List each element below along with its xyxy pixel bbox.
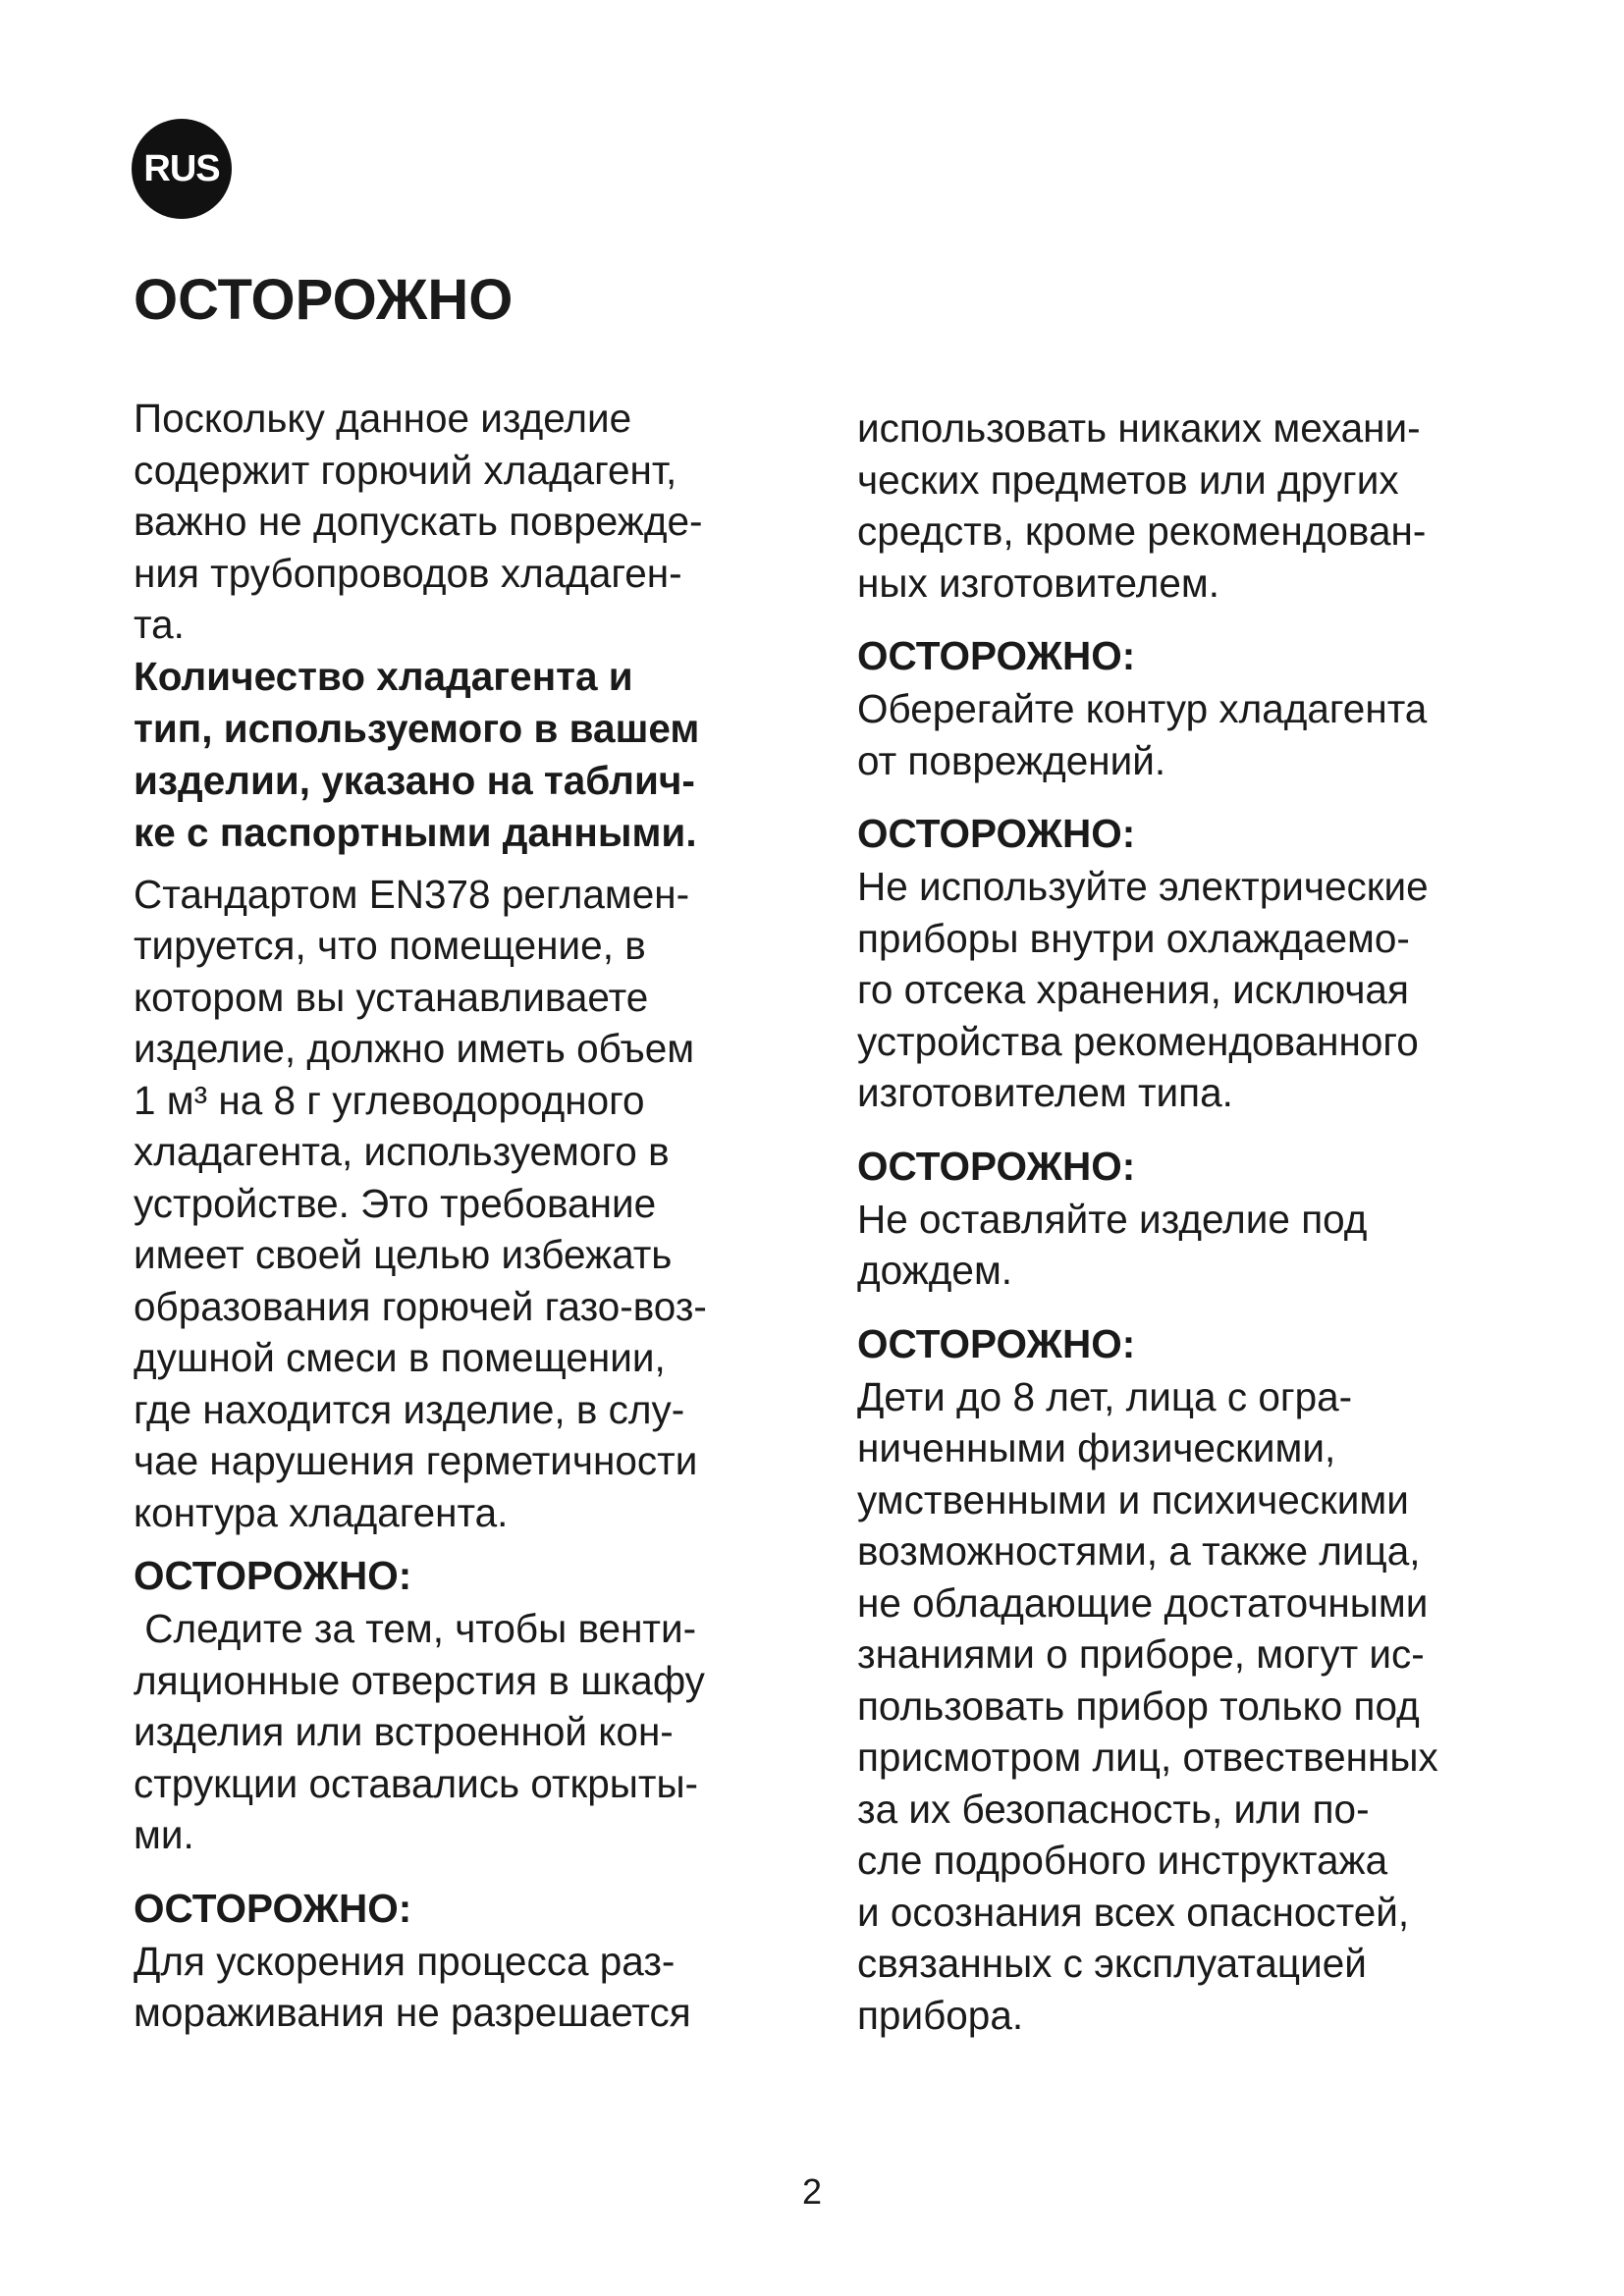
text-line: Не оставляйте изделие под [857,1196,1368,1242]
text-line: изготовителем типа. [857,1070,1233,1115]
text-line: Поскольку данное изделие [134,396,632,441]
text-line: ческих предметов или других [857,456,1399,503]
text-line: изделии, указано на таблич- [134,757,695,803]
text-line: возможностями, а также лица, [857,1528,1421,1574]
text-line: имеет своей целью избежать [134,1232,673,1277]
text-line: го отсека хранения, исключая [857,967,1409,1012]
text-line: устройства рекомендованного [857,1018,1419,1064]
text-line: умственными и психическими [857,1476,1409,1522]
text-line: от повреждений. [857,737,1166,783]
text-line: дождем. [857,1248,1013,1293]
warning-rain [857,1139,1525,1297]
text-line: Количество хладагента и [134,653,633,699]
text-line: струкции оставались открыты- [134,1760,699,1806]
text-line: душной смеси в помещении, [134,1335,666,1380]
text-line: не обладающие достаточными [857,1579,1429,1626]
warning-children [857,1316,1525,2042]
warning-refrigerant-circuit [857,628,1525,786]
text-line: тируется, что помещение, в [134,923,646,968]
text-line: знаниями о приборе, могут ис- [857,1631,1425,1677]
warning-heading: ОСТОРОЖНО: [857,1320,1136,1366]
text-line: ми. [134,1812,194,1857]
text-line: изделие, должно иметь объем [134,1026,695,1071]
text-line: Следите за тем, чтобы венти- [134,1606,697,1651]
left-column [134,393,782,2039]
text-line: присмотром лиц, отвественных [857,1735,1438,1780]
defrosting-continuation [857,402,1525,609]
text-line: ке с паспортными данными. [134,809,697,855]
page-title: ОСТОРОЖНО [134,268,514,332]
text-line: 1 м³ на 8 г углеводородного [134,1077,645,1123]
text-line: содержит горючий хладагент, [134,447,677,493]
text-line: Дети до 8 лет, лица с огра- [857,1373,1353,1419]
text-line: сле подробного инструктажа [857,1838,1388,1883]
text-line: Для ускорения процесса раз- [134,1938,676,1984]
warning-ventilation [134,1548,782,1861]
language-badge: RUS [132,119,232,219]
warning-heading: ОСТОРОЖНО: [134,1885,412,1931]
text-line: Оберегайте контур хладагента [857,686,1428,731]
right-column [857,402,1525,2041]
page-number: 2 [801,2171,823,2212]
text-line: приборы внутри охлаждаемо- [857,915,1410,961]
warning-heading: ОСТОРОЖНО: [857,633,1136,678]
text-line: важно не допускать поврежде- [134,499,703,544]
standard-paragraph [134,869,782,1539]
text-line: прибора. [857,1992,1024,2038]
text-line: контура хладагента. [134,1489,509,1535]
text-line: мораживания не разрешается [134,1990,691,2035]
text-line: ных изготовителем. [857,560,1219,606]
text-line: устройстве. Это требование [134,1180,657,1226]
warning-heading: ОСТОРОЖНО: [134,1553,412,1598]
text-line: ляционные отверстия в шкафу [134,1657,705,1703]
warning-heading: ОСТОРОЖНО: [857,1143,1136,1189]
text-line: связанных с эксплуатацией [857,1941,1367,1986]
text-line: использовать никаких механи- [857,405,1421,451]
text-line: пользовать прибор только под [857,1682,1420,1729]
text-line: хладагента, используемого в [134,1129,670,1174]
text-line: образования горючей газо-воз- [134,1283,707,1329]
warning-electrical-devices [857,806,1525,1119]
text-line: изделия или встроенной кон- [134,1709,674,1754]
text-line: где находится изделие, в слу- [134,1386,685,1432]
text-line: чае нарушения герметичности [134,1438,698,1483]
warning-defrosting [134,1881,782,2039]
text-line: та. [134,602,185,647]
text-line: средств, кроме рекомендован- [857,508,1427,554]
text-line: котором вы устанавливаете [134,974,649,1020]
intro-paragraph [134,393,782,651]
text-line: Не используйте электрические [857,864,1429,909]
refrigerant-notice [134,651,782,859]
text-line: ния трубопроводов хладаген- [134,550,682,596]
text-line: тип, используемого в вашем [134,705,700,751]
text-line: за их безопасность, или по- [857,1786,1370,1832]
text-line: ниченными физическими, [857,1425,1336,1470]
text-line: Стандартом EN378 регламен- [134,871,690,917]
text-line: и осознания всех опасностей, [857,1889,1410,1935]
warning-heading: ОСТОРОЖНО: [857,811,1136,856]
